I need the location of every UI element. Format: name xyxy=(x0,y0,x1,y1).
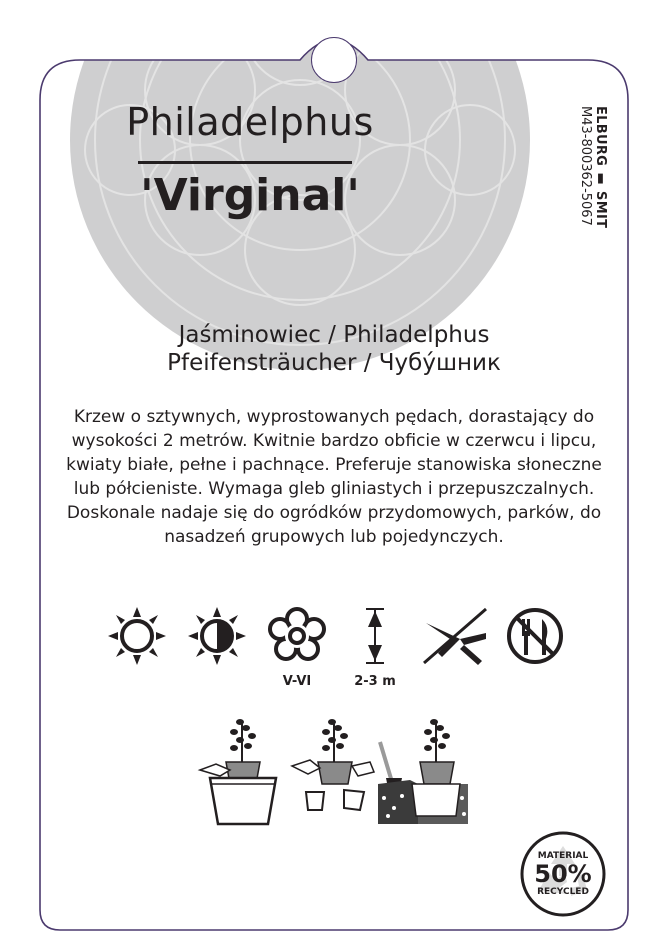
brand-name: ELBURG ▮ SMIT xyxy=(593,106,608,229)
plant-description: Krzew o sztywnych, wyprostowanych pędach, dorastający do wysokości 2 metrów. Kwitnie bardzo obficie w czerwcu i lipcu, kwiaty białe, pełne i pachnące. Preferuje stanowiska słoneczne lub półcieniste. Wymaga gleb gliniastych i przepuszczalnych. Doskonale nadaje się do ogródków przydomowych, parków, do nasadzeń grupowych lub pojedynczych. xyxy=(66,407,602,547)
side-product-code xyxy=(578,106,608,228)
planting-step-1-icon xyxy=(196,712,296,832)
cultivar-title: 'Virginal' xyxy=(140,170,360,221)
height-arrow-icon xyxy=(344,605,406,667)
planting-step-3-icon xyxy=(372,712,472,832)
common-names-line-1: Jaśminowiec / Philadelphus xyxy=(178,322,490,348)
not-edible-icon xyxy=(504,605,566,667)
no-pruning-icon xyxy=(420,605,490,667)
badge-line-2: 50% xyxy=(534,860,592,888)
badge-line-1: MATERIAL xyxy=(537,851,589,861)
recycled-material-badge xyxy=(519,830,607,918)
common-names-line-2: Pfeifensträucher / Чубу́шник xyxy=(167,350,501,376)
height-caption: 2-3 m xyxy=(354,674,396,689)
product-code: M43-800362-5067 xyxy=(578,106,593,226)
flower-icon xyxy=(266,605,328,667)
common-names xyxy=(100,321,568,377)
half-shade-icon xyxy=(186,605,248,667)
full-sun-icon xyxy=(106,605,168,667)
flowering-caption: V-VI xyxy=(282,674,312,689)
genus-title: Philadelphus xyxy=(126,100,374,144)
badge-line-3: RECYCLED xyxy=(537,887,589,897)
title-divider xyxy=(138,161,352,164)
hanging-hole xyxy=(311,37,357,83)
